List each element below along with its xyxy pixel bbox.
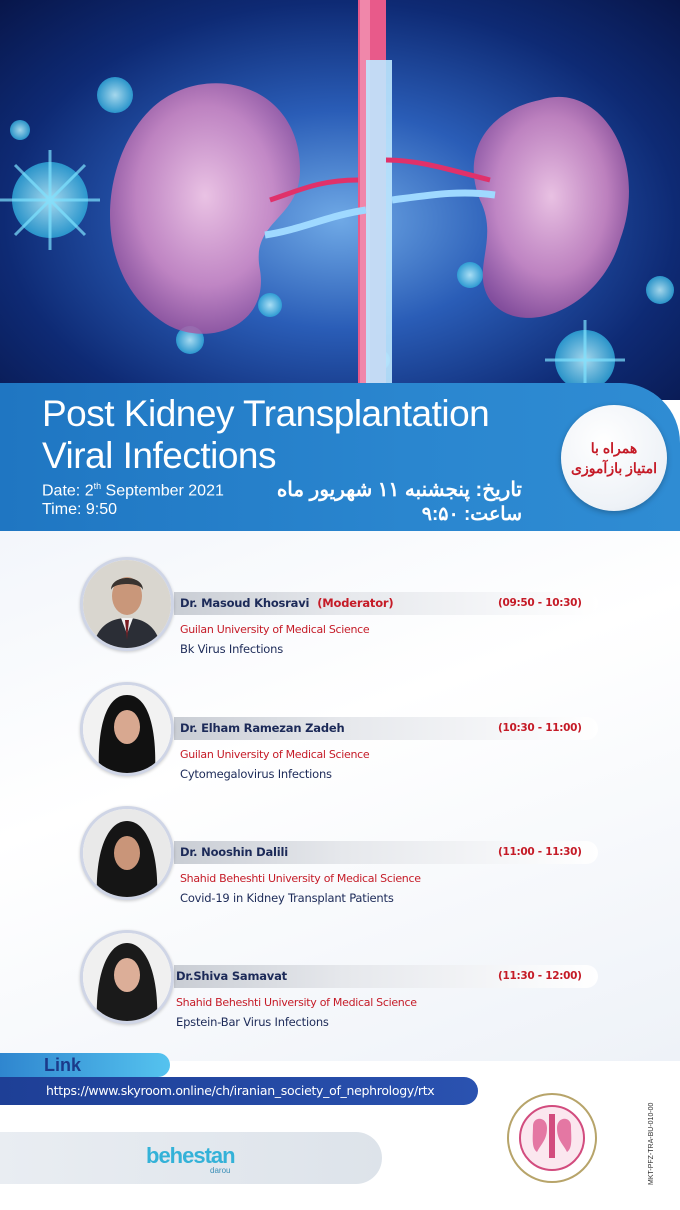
speaker-university: Shahid Beheshti University of Medical Science	[176, 996, 417, 1009]
speaker-university: Guilan University of Medical Science	[180, 748, 370, 761]
speaker-time: (09:50 - 10:30)	[498, 597, 582, 609]
society-seal-logo	[497, 1090, 607, 1195]
brand-logo: behestan	[146, 1143, 235, 1168]
brand-logo-sub: darou	[210, 1166, 231, 1175]
speaker-topic: Covid-19 in Kidney Transplant Patients	[180, 891, 394, 905]
speaker-card	[0, 930, 680, 1040]
speaker-topic: Epstein-Bar Virus Infections	[176, 1015, 329, 1029]
document-code: MKT-PFZ-TRA-BU-010-00	[648, 1102, 655, 1185]
time-persian: ساعت: ۹:۵۰	[421, 504, 522, 525]
speaker-name: Dr. Masoud Khosravi (Moderator)	[180, 596, 394, 610]
speaker-name: Dr.Shiva Samavat	[176, 969, 287, 983]
badge-line-2: امتیاز بازآموزی	[570, 460, 658, 476]
time-english: Time: 9:50	[42, 501, 117, 518]
event-url-link[interactable]: https://www.skyroom.online/ch/iranian_society_of_nephrology/rtx	[46, 1083, 435, 1098]
avatar	[80, 806, 174, 900]
date-english: Date: 2th September 2021	[42, 481, 224, 500]
speaker-university: Guilan University of Medical Science	[180, 623, 370, 636]
speaker-card	[0, 557, 680, 667]
speaker-name: Dr. Elham Ramezan Zadeh	[180, 721, 345, 735]
speaker-name: Dr. Nooshin Dalili	[180, 845, 289, 859]
avatar	[80, 930, 174, 1024]
avatar	[80, 557, 174, 651]
hero-kidney-illustration	[0, 0, 680, 400]
event-title	[42, 393, 542, 477]
badge-line-1: همراه با	[590, 440, 638, 456]
speaker-topic: Cytomegalovirus Infections	[180, 767, 332, 781]
speaker-topic: Bk Virus Infections	[180, 642, 284, 656]
speaker-card	[0, 682, 680, 792]
speaker-card	[0, 806, 680, 916]
speaker-role: (Moderator)	[317, 596, 394, 610]
title-line-1: Post Kidney Transplantation	[42, 393, 490, 434]
link-label: Link	[44, 1055, 82, 1075]
link-tab	[0, 1053, 170, 1077]
cme-credit-badge	[561, 405, 667, 511]
title-line-2: Viral Infections	[42, 435, 276, 476]
speaker-time: (11:00 - 11:30)	[498, 846, 582, 858]
speaker-time: (11:30 - 12:00)	[498, 970, 582, 982]
speaker-time: (10:30 - 11:00)	[498, 722, 582, 734]
avatar	[80, 682, 174, 776]
speaker-university: Shahid Beheshti University of Medical Science	[180, 872, 421, 885]
date-persian: تاریخ: پنجشنبه ۱۱ شهریور ماه	[276, 479, 522, 501]
